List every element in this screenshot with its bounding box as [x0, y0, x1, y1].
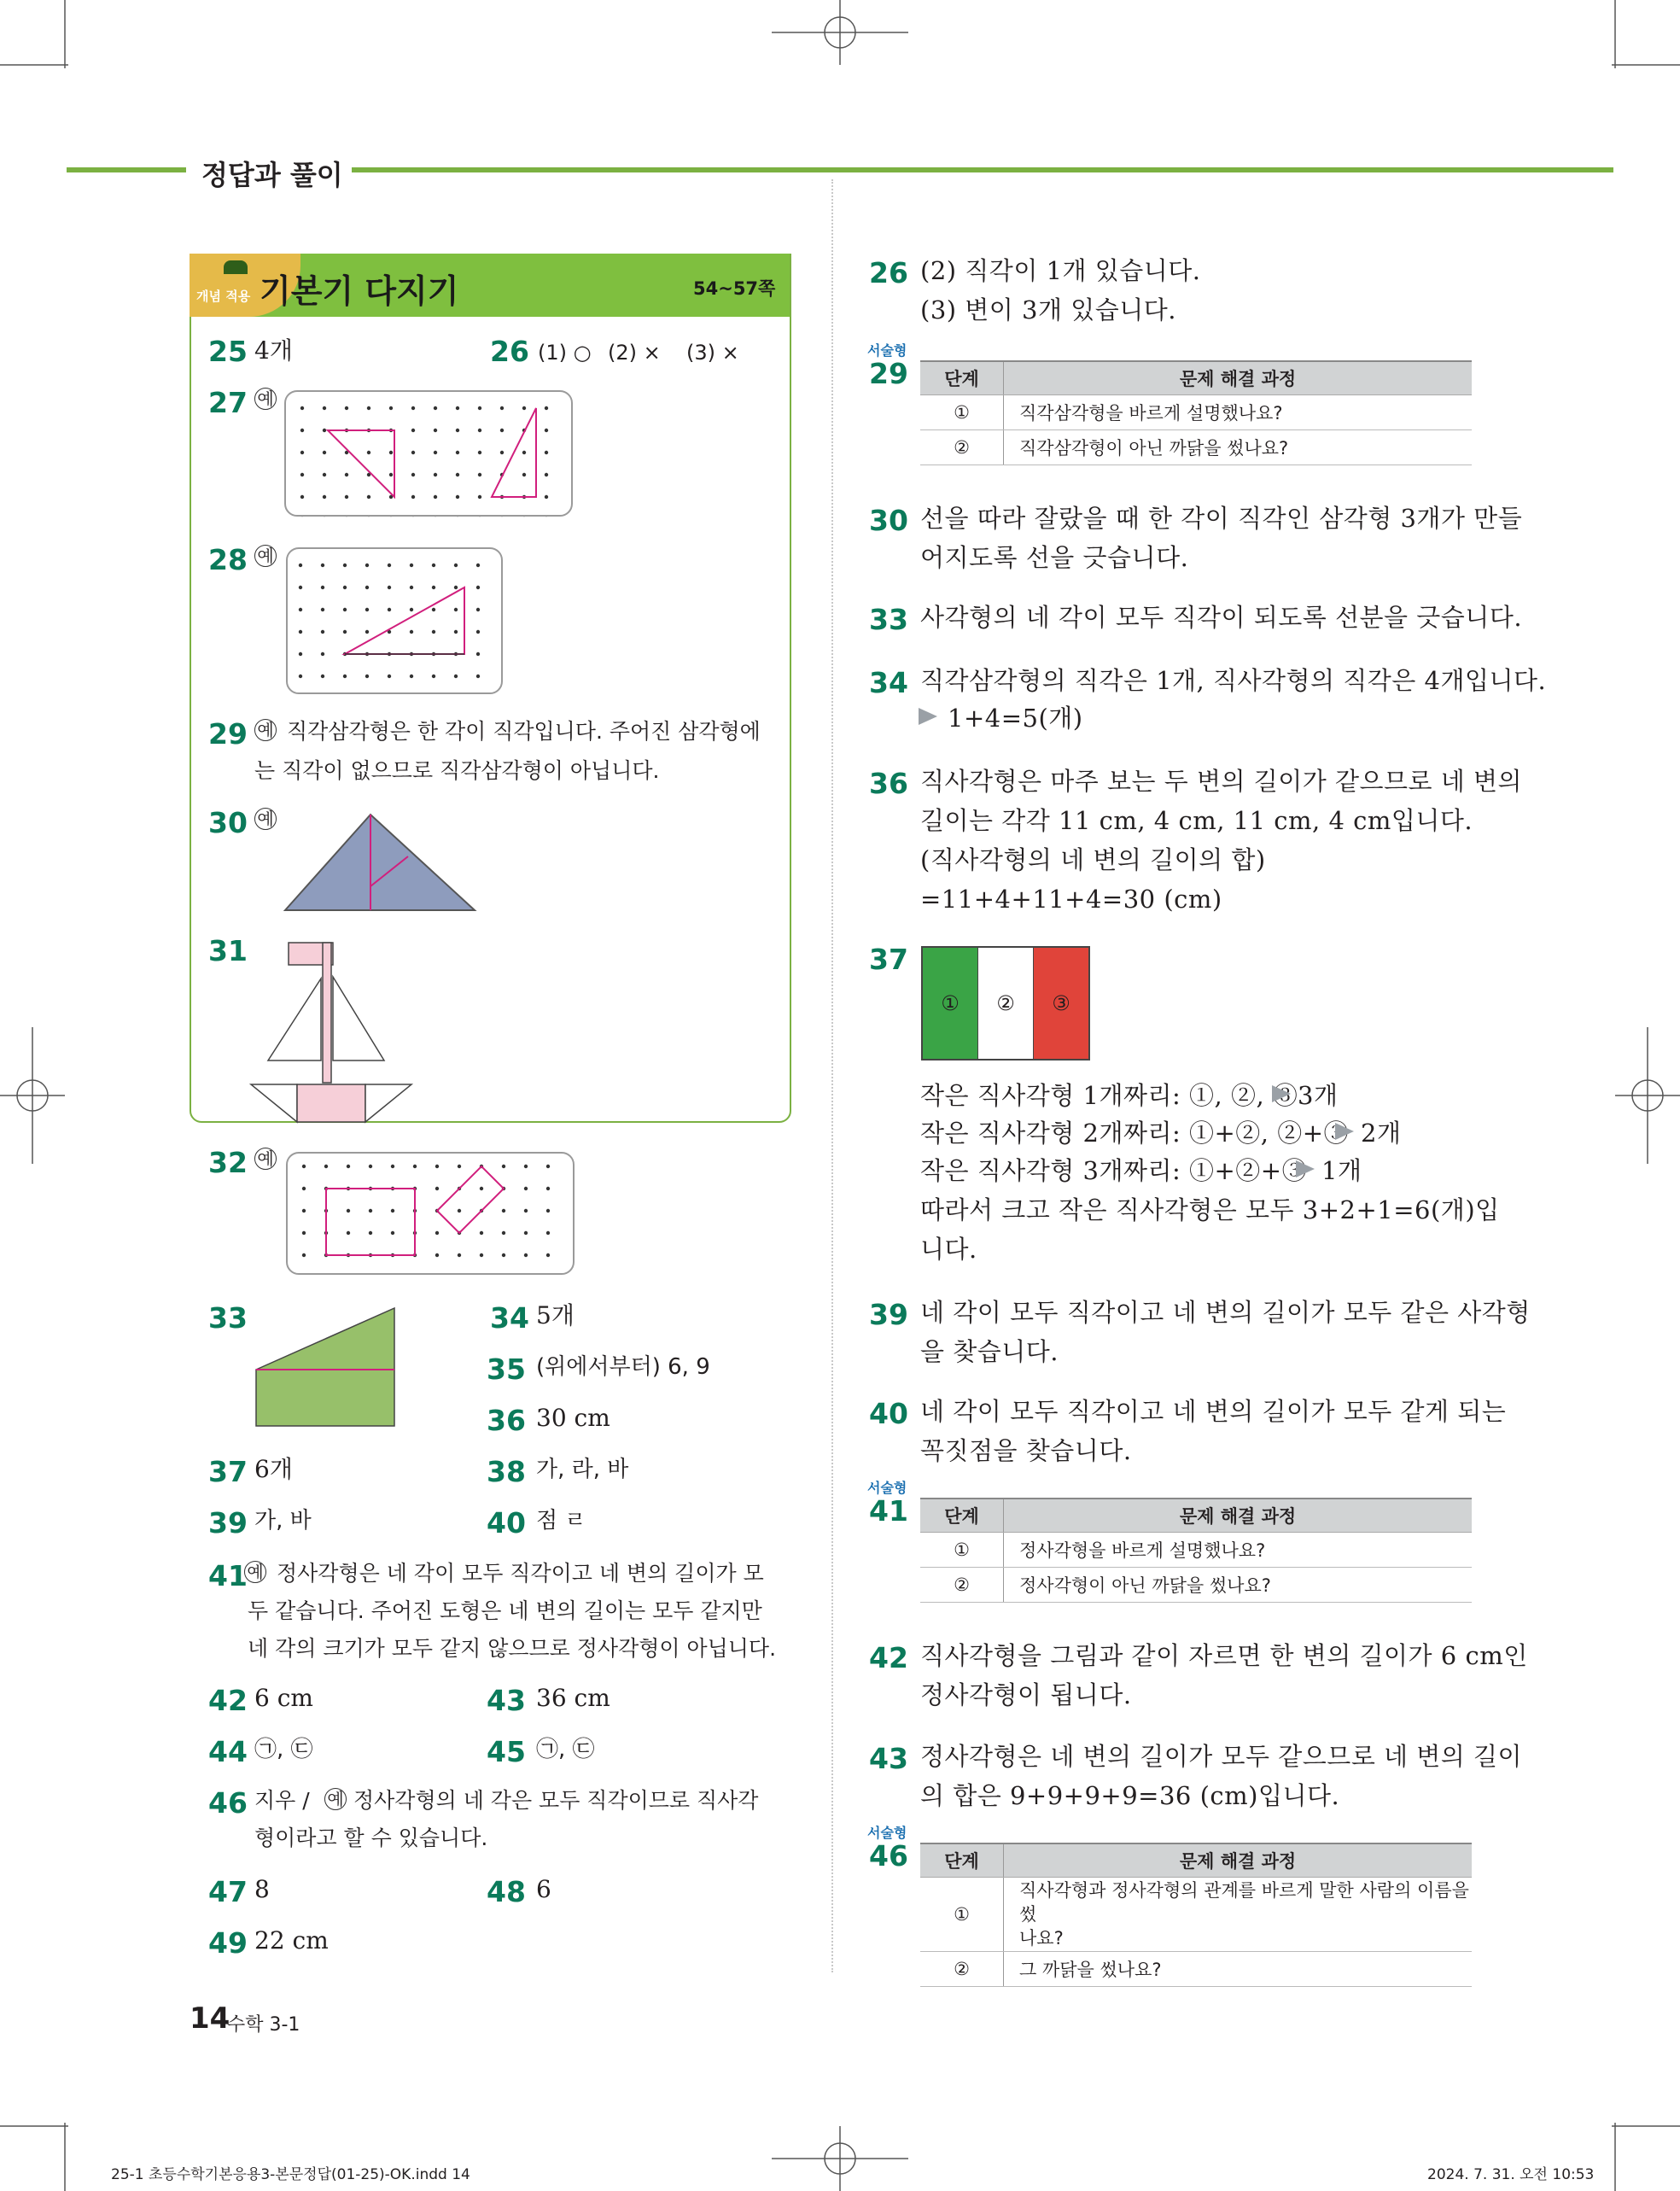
- r33-line1: 사각형의 네 각이 모두 직각이 되도록 선분을 긋습니다.: [920, 603, 1523, 632]
- grid-dot: [321, 586, 324, 589]
- grid-dot: [365, 586, 369, 589]
- q32-number: 32: [208, 1146, 248, 1179]
- r42-number: 42: [869, 1641, 908, 1674]
- grid-dot: [299, 586, 302, 589]
- r37-rect-2: ②: [978, 948, 1034, 1059]
- r46-head-process: 문제 해결 과정: [1004, 1843, 1473, 1878]
- grid-dot: [365, 675, 369, 678]
- r37-line3b: 1개: [1321, 1156, 1362, 1185]
- grid-dot: [299, 630, 302, 634]
- q39-answer: 가, 바: [254, 1508, 312, 1534]
- q49-answer: 22 cm: [254, 1926, 329, 1954]
- grid-dot: [502, 1209, 505, 1212]
- grid-dot: [524, 1187, 528, 1190]
- r46-seo-label: 서술형: [867, 1825, 907, 1841]
- q44-number: 44: [208, 1735, 248, 1768]
- q38-answer: 가, 라, 바: [536, 1457, 629, 1482]
- r41-grading-table: [920, 1498, 1472, 1603]
- r39-line2: 을 찾습니다.: [920, 1337, 1059, 1366]
- q34-answer: 5개: [536, 1301, 575, 1329]
- grid-dot: [522, 473, 526, 476]
- q30-triangle-figure: [282, 811, 478, 914]
- r46-row2-text: 그 까닭을 썼나요?: [1004, 1952, 1473, 1987]
- q41-ye: 예: [244, 1561, 266, 1583]
- grid-dot: [480, 1187, 483, 1190]
- grid-dot: [478, 429, 481, 432]
- grid-dot: [546, 1187, 550, 1190]
- grid-dot: [432, 630, 435, 634]
- grid-dot: [323, 406, 326, 410]
- r37-line5: 니다.: [920, 1235, 977, 1264]
- grid-dot: [432, 608, 435, 611]
- r43-line2: 의 합은 9+9+9+9=36 (cm)입니다.: [920, 1781, 1340, 1810]
- grid-dot: [545, 473, 548, 476]
- r37-line3: 작은 직사각형 3개짜리: ①+②+③: [920, 1156, 1308, 1185]
- grid-dot: [502, 1165, 505, 1168]
- r29-row1-step: ①: [920, 395, 1004, 430]
- grid-dot: [411, 495, 415, 499]
- grid-dot: [546, 1231, 550, 1235]
- r43-number: 43: [869, 1742, 908, 1775]
- q34-number: 34: [490, 1301, 529, 1335]
- grid-dot: [411, 473, 415, 476]
- q46-pre: 지우 /: [254, 1788, 310, 1813]
- grid-dot: [454, 608, 458, 611]
- grid-dot: [343, 608, 347, 611]
- q46-line2: 형이라고 할 수 있습니다.: [254, 1826, 488, 1850]
- q46-number: 46: [208, 1786, 248, 1820]
- grid-dot: [345, 406, 348, 410]
- q41-line2: 두 같습니다. 주어진 도형은 네 변의 길이는 모두 같지만: [248, 1598, 762, 1623]
- r41-number: 41: [869, 1494, 908, 1528]
- q43-answer: 36 cm: [536, 1684, 610, 1712]
- grid-dot: [388, 608, 391, 611]
- grid-dot: [434, 406, 437, 410]
- q43-number: 43: [487, 1684, 526, 1717]
- grid-dot: [546, 1165, 550, 1168]
- r29-grading-table: [920, 360, 1472, 465]
- r40-line2: 꼭짓점을 찾습니다.: [920, 1436, 1132, 1465]
- q32-ye: 예: [254, 1148, 277, 1170]
- grid-dot: [435, 1231, 439, 1235]
- grid-dot: [410, 675, 413, 678]
- r29-row2-text: 직각삼각형이 아닌 까닭을 썼나요?: [1004, 430, 1473, 465]
- grid-dot: [343, 630, 347, 634]
- q36-answer: 30 cm: [536, 1404, 610, 1432]
- grid-dot: [321, 652, 324, 656]
- q37-number: 37: [208, 1455, 248, 1488]
- grid-dot: [524, 1165, 528, 1168]
- q41-number: 41: [208, 1559, 248, 1592]
- q48-number: 48: [487, 1875, 526, 1908]
- page-range: 54~57쪽: [693, 278, 776, 299]
- q40-number: 40: [487, 1506, 526, 1540]
- q35-number: 35: [487, 1353, 526, 1386]
- q41-line3: 네 각의 크기가 모두 같지 않으므로 정사각형이 아닙니다.: [248, 1636, 777, 1661]
- r46-row1-step: ①: [920, 1878, 1004, 1952]
- q28-ye: 예: [254, 545, 277, 567]
- q29-line2: 는 직각이 없으므로 직각삼각형이 아닙니다.: [254, 758, 660, 783]
- grid-dot: [456, 473, 459, 476]
- r41-row1-text: 정사각형을 바르게 설명했나요?: [1004, 1533, 1473, 1568]
- grid-dot: [411, 429, 415, 432]
- grid-dot: [480, 1231, 483, 1235]
- r30-line1: 선을 따라 잘랐을 때 한 각이 직각인 삼각형 3개가 만들: [920, 504, 1523, 533]
- r37-rect-3: ③: [1034, 948, 1088, 1059]
- q36-number: 36: [487, 1404, 526, 1437]
- grid-dot: [343, 564, 347, 567]
- grid-dot: [434, 473, 437, 476]
- r34-line1: 직각삼각형의 직각은 1개, 직사각형의 직각은 4개입니다.: [920, 666, 1547, 695]
- grid-dot: [432, 586, 435, 589]
- grid-dot: [546, 1209, 550, 1212]
- r41-seo-label: 서술형: [867, 1480, 907, 1496]
- r26-line1: (2) 직각이 1개 있습니다.: [920, 256, 1201, 285]
- q39-number: 39: [208, 1506, 248, 1540]
- q25-number: 25: [208, 335, 248, 368]
- grid-dot: [369, 1231, 372, 1235]
- grid-dot: [502, 1253, 505, 1257]
- grid-dot: [456, 406, 459, 410]
- r37-line1: 작은 직사각형 1개짜리: ①, ②, ③: [920, 1081, 1298, 1110]
- r46-row1-text1: 직사각형과 정사각형의 관계를 바르게 말한 사람의 이름을 썼: [1019, 1880, 1469, 1925]
- grid-dot: [524, 1231, 528, 1235]
- r42-line1: 직사각형을 그림과 같이 자르면 한 변의 길이가 6 cm인: [920, 1641, 1528, 1670]
- grid-dot: [458, 1253, 461, 1257]
- grid-dot: [435, 1187, 439, 1190]
- page-number: 14: [190, 2001, 230, 2036]
- r37-arrow-icon-3: [1296, 1160, 1315, 1177]
- grid-dot: [300, 429, 304, 432]
- grid-dot: [300, 406, 304, 410]
- q35-answer: (위에서부터) 6, 9: [536, 1354, 710, 1380]
- r37-arrow-icon-1: [1272, 1085, 1291, 1102]
- grid-dot: [300, 451, 304, 454]
- grid-dot: [369, 1209, 372, 1212]
- q42-answer: 6 cm: [254, 1684, 313, 1712]
- r41-head-step: 단계: [920, 1499, 1004, 1533]
- r46-row1-text2: 나요?: [1019, 1928, 1064, 1949]
- grid-dot: [454, 675, 458, 678]
- r26-number: 26: [869, 256, 908, 289]
- r29-number: 29: [869, 357, 908, 390]
- grid-dot: [476, 630, 480, 634]
- r37-line2b: 2개: [1361, 1119, 1402, 1148]
- grid-dot: [321, 630, 324, 634]
- grid-dot: [302, 1187, 306, 1190]
- grid-dot: [391, 1231, 394, 1235]
- q25-answer: 4개: [254, 336, 293, 365]
- grid-dot: [365, 630, 369, 634]
- r26-line2: (3) 변이 3개 있습니다.: [920, 295, 1177, 324]
- q33-figure: [253, 1305, 398, 1429]
- grid-dot: [410, 564, 413, 567]
- pencil-icon: [224, 260, 248, 274]
- section-badge: 개념 적용: [196, 289, 251, 304]
- grid-dot: [480, 1253, 483, 1257]
- r34-line2: 1+4=5(개): [948, 704, 1083, 733]
- grid-dot: [343, 586, 347, 589]
- r34-arrow-icon: [919, 708, 937, 725]
- q27-number: 27: [208, 386, 248, 419]
- grid-dot: [321, 608, 324, 611]
- q33-number: 33: [208, 1301, 248, 1335]
- r37-number: 37: [869, 943, 908, 976]
- r36-number: 36: [869, 767, 908, 800]
- grid-dot: [323, 429, 326, 432]
- grid-dot: [389, 473, 393, 476]
- grid-dot: [323, 451, 326, 454]
- q41-line1: 정사각형은 네 각이 모두 직각이고 네 변의 길이가 모: [277, 1561, 764, 1586]
- grid-dot: [302, 1253, 306, 1257]
- grid-dot: [522, 406, 526, 410]
- grid-dot: [388, 586, 391, 589]
- grid-dot: [391, 1209, 394, 1212]
- grid-dot: [299, 608, 302, 611]
- q46-line1: 정사각형의 네 각은 모두 직각이므로 직사각: [353, 1788, 759, 1813]
- grid-dot: [458, 1209, 461, 1212]
- grid-dot: [413, 1165, 417, 1168]
- q26-answer-1: (1) ○: [538, 341, 592, 365]
- q30-ye: 예: [254, 808, 277, 830]
- grid-dot: [435, 1165, 439, 1168]
- q28-number: 28: [208, 543, 248, 576]
- r30-line2: 어지도록 선을 긋습니다.: [920, 543, 1189, 572]
- grid-dot: [347, 1165, 350, 1168]
- q31-number: 31: [208, 934, 248, 967]
- grid-dot: [500, 406, 504, 410]
- grid-dot: [476, 675, 480, 678]
- header-title: 정답과 풀이: [201, 159, 343, 191]
- grid-dot: [478, 495, 481, 499]
- r46-row2-step: ②: [920, 1952, 1004, 1987]
- q26-answer-2: (2) ×: [608, 341, 661, 365]
- grid-dot: [476, 652, 480, 656]
- grid-dot: [476, 564, 480, 567]
- q29-ye: 예: [254, 719, 277, 741]
- q28-dot-grid: [285, 546, 504, 695]
- grid-dot: [388, 564, 391, 567]
- r39-line1: 네 각이 모두 직각이고 네 변의 길이가 모두 같은 사각형: [920, 1298, 1531, 1327]
- grid-dot: [524, 1209, 528, 1212]
- grid-dot: [524, 1253, 528, 1257]
- r33-number: 33: [869, 603, 908, 636]
- r36-line2: 길이는 각각 11 cm, 4 cm, 11 cm, 4 cm입니다.: [920, 806, 1473, 835]
- grid-dot: [367, 451, 370, 454]
- q29-number: 29: [208, 717, 248, 751]
- q47-answer: 8: [254, 1875, 270, 1903]
- r39-number: 39: [869, 1298, 908, 1331]
- grid-dot: [302, 1209, 306, 1212]
- footer-file: 25-1 초등수학기본응용3-본문정답(01-25)-OK.indd 14: [111, 2166, 470, 2183]
- r34-number: 34: [869, 666, 908, 699]
- grid-dot: [434, 451, 437, 454]
- footer-date: 2024. 7. 31. 오전 10:53: [1427, 2166, 1595, 2183]
- grid-dot: [299, 652, 302, 656]
- book-title: 수학 3-1: [227, 2014, 300, 2036]
- r37-line4: 따라서 크고 작은 직사각형은 모두 3+2+1=6(개)입: [920, 1195, 1500, 1224]
- grid-dot: [302, 1231, 306, 1235]
- grid-dot: [391, 1165, 394, 1168]
- grid-dot: [478, 473, 481, 476]
- grid-dot: [456, 429, 459, 432]
- grid-dot: [478, 406, 481, 410]
- q29-line1: 직각삼각형은 한 각이 직각입니다. 주어진 삼각형에: [287, 719, 761, 744]
- grid-dot: [545, 429, 548, 432]
- r36-line3: (직사각형의 네 변의 길이의 합): [920, 845, 1266, 874]
- grid-dot: [546, 1253, 550, 1257]
- r41-row1-step: ①: [920, 1533, 1004, 1568]
- grid-dot: [435, 1253, 439, 1257]
- r37-line1b: 3개: [1298, 1081, 1339, 1110]
- grid-dot: [365, 608, 369, 611]
- grid-dot: [545, 495, 548, 499]
- r40-line1: 네 각이 모두 직각이고 네 변의 길이가 모두 같게 되는: [920, 1397, 1507, 1426]
- grid-dot: [347, 1231, 350, 1235]
- grid-dot: [476, 586, 480, 589]
- q27-ye: 예: [254, 388, 277, 410]
- grid-dot: [500, 429, 504, 432]
- grid-dot: [522, 451, 526, 454]
- q47-number: 47: [208, 1875, 248, 1908]
- grid-dot: [432, 675, 435, 678]
- grid-dot: [478, 451, 481, 454]
- grid-dot: [434, 495, 437, 499]
- grid-dot: [345, 495, 348, 499]
- grid-dot: [343, 675, 347, 678]
- grid-dot: [410, 608, 413, 611]
- q48-answer: 6: [536, 1875, 551, 1903]
- q26-answer-3: (3) ×: [686, 341, 739, 365]
- r41-row2-step: ②: [920, 1568, 1004, 1603]
- grid-dot: [367, 406, 370, 410]
- q26-number: 26: [490, 335, 529, 368]
- q42-number: 42: [208, 1684, 248, 1717]
- grid-dot: [367, 495, 370, 499]
- r29-row1-text: 직각삼각형을 바르게 설명했나요?: [1004, 395, 1473, 430]
- grid-dot: [456, 495, 459, 499]
- grid-dot: [545, 406, 548, 410]
- header-rule-left: [67, 167, 186, 172]
- q40-answer: 점 ㄹ: [536, 1508, 586, 1534]
- grid-dot: [476, 608, 480, 611]
- grid-dot: [454, 586, 458, 589]
- grid-dot: [545, 451, 548, 454]
- r46-grading-table: [920, 1843, 1472, 1987]
- grid-dot: [389, 406, 393, 410]
- r37-rect-1: ①: [923, 948, 978, 1059]
- grid-dot: [388, 675, 391, 678]
- grid-dot: [369, 1165, 372, 1168]
- r37-arrow-icon-2: [1335, 1123, 1354, 1140]
- grid-dot: [456, 451, 459, 454]
- r29-head-process: 문제 해결 과정: [1004, 361, 1473, 395]
- grid-dot: [458, 1165, 461, 1168]
- grid-dot: [502, 1231, 505, 1235]
- q45-number: 45: [487, 1735, 526, 1768]
- r36-line1: 직사각형은 마주 보는 두 변의 길이가 같으므로 네 변의: [920, 767, 1523, 796]
- q32-dot-grid: [285, 1151, 575, 1276]
- r42-line2: 정사각형이 됩니다.: [920, 1680, 1132, 1709]
- r43-line1: 정사각형은 네 변의 길이가 모두 같으므로 네 변의 길이: [920, 1742, 1523, 1771]
- r46-head-step: 단계: [920, 1843, 1004, 1878]
- grid-dot: [410, 630, 413, 634]
- grid-dot: [434, 429, 437, 432]
- grid-dot: [411, 451, 415, 454]
- q45-answer: ㉠, ㉢: [536, 1737, 595, 1762]
- r41-head-process: 문제 해결 과정: [1004, 1499, 1473, 1533]
- grid-dot: [410, 586, 413, 589]
- r37-line2: 작은 직사각형 2개짜리: ①+②, ②+③: [920, 1119, 1350, 1148]
- r29-seo-label: 서술형: [867, 342, 907, 359]
- r29-row2-step: ②: [920, 430, 1004, 465]
- header-rule-right: [352, 167, 1613, 172]
- grid-dot: [300, 495, 304, 499]
- q37-answer: 6개: [254, 1455, 293, 1483]
- q46-ye: 예: [324, 1788, 347, 1810]
- q38-number: 38: [487, 1455, 526, 1488]
- grid-dot: [302, 1165, 306, 1168]
- grid-dot: [324, 1165, 328, 1168]
- section-title: 기본기 다지기: [260, 272, 459, 310]
- grid-dot: [454, 564, 458, 567]
- column-divider: [831, 179, 833, 1972]
- grid-dot: [323, 495, 326, 499]
- q49-number: 49: [208, 1926, 248, 1960]
- grid-dot: [411, 406, 415, 410]
- grid-dot: [323, 473, 326, 476]
- r29-head-step: 단계: [920, 361, 1004, 395]
- grid-dot: [299, 564, 302, 567]
- grid-dot: [299, 675, 302, 678]
- r46-number: 46: [869, 1839, 908, 1873]
- grid-dot: [345, 473, 348, 476]
- q44-answer: ㉠, ㉢: [254, 1737, 313, 1762]
- grid-dot: [500, 451, 504, 454]
- r37-flag-figure: [921, 946, 1090, 1060]
- grid-dot: [321, 564, 324, 567]
- r30-number: 30: [869, 504, 908, 537]
- grid-dot: [347, 1209, 350, 1212]
- r40-number: 40: [869, 1397, 908, 1430]
- r36-line4: =11+4+11+4=30 (cm): [920, 885, 1222, 914]
- r46-row1-text: [1004, 1878, 1473, 1952]
- q30-number: 30: [208, 806, 248, 839]
- grid-dot: [432, 564, 435, 567]
- grid-dot: [300, 473, 304, 476]
- r41-row2-text: 정사각형이 아닌 까닭을 썼나요?: [1004, 1568, 1473, 1603]
- q31-sailboat-figure: [248, 939, 418, 1127]
- grid-dot: [454, 630, 458, 634]
- grid-dot: [365, 564, 369, 567]
- grid-dot: [389, 451, 393, 454]
- grid-dot: [321, 675, 324, 678]
- q27-dot-grid: [283, 389, 574, 517]
